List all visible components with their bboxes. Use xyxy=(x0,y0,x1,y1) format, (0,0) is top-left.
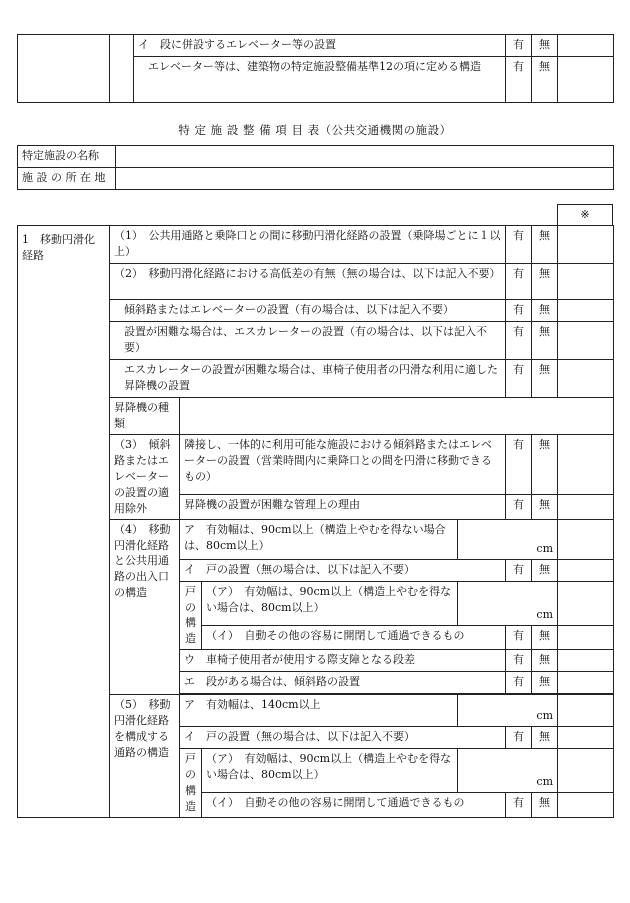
no-option[interactable]: 無 xyxy=(532,494,558,519)
mark-cell[interactable] xyxy=(558,494,614,519)
item-5-door-width: （ア） 有効幅は、90cm以上（構造上やむを得ない場合は、80cm以上） xyxy=(202,749,458,793)
yes-option[interactable]: 有 xyxy=(506,322,532,360)
item-5-door: イ 戸の設置（無の場合は、以下は記入不要） xyxy=(180,727,506,749)
yes-option[interactable]: 有 xyxy=(506,264,532,300)
mark-header: ※ xyxy=(558,205,613,226)
no-option[interactable]: 無 xyxy=(532,57,558,103)
yes-option[interactable]: 有 xyxy=(506,727,532,749)
yes-option[interactable]: 有 xyxy=(506,559,532,581)
mark-header-table xyxy=(557,204,613,226)
no-option[interactable]: 無 xyxy=(532,264,558,300)
mark-cell[interactable] xyxy=(558,792,614,817)
mark-cell[interactable] xyxy=(558,727,614,749)
mark-cell[interactable] xyxy=(558,519,614,559)
width-cm-field[interactable]: cm xyxy=(458,519,558,559)
yes-option[interactable]: 有 xyxy=(506,650,532,672)
yes-option[interactable]: 有 xyxy=(506,792,532,817)
no-option[interactable]: 無 xyxy=(532,300,558,322)
lift-type-field[interactable] xyxy=(180,398,614,435)
lift-type-label: 昇降機の種類 xyxy=(110,398,180,435)
no-option[interactable]: 無 xyxy=(532,322,558,360)
no-option[interactable]: 無 xyxy=(532,35,558,57)
mark-cell[interactable] xyxy=(558,57,614,103)
yes-option[interactable]: 有 xyxy=(506,226,532,264)
yes-option[interactable]: 有 xyxy=(506,57,532,103)
item-4-door: イ 戸の設置（無の場合は、以下は記入不要） xyxy=(180,559,506,581)
section3-label: （3） 傾斜路またはエレベーターの設置の適用除外 xyxy=(110,434,180,519)
item-escalator: 設置が困難な場合は、エスカレーターの設置（有の場合は、以下は記入不要） xyxy=(110,322,506,360)
passage-width-cm-field[interactable]: cm xyxy=(458,695,558,727)
yes-option[interactable]: 有 xyxy=(506,625,532,649)
door-structure-label: 戸の構造 xyxy=(180,581,202,650)
mark-cell[interactable] xyxy=(558,322,614,360)
no-option[interactable]: 無 xyxy=(532,226,558,264)
mark-cell[interactable] xyxy=(558,300,614,322)
no-option[interactable]: 無 xyxy=(532,650,558,672)
yes-option[interactable]: 有 xyxy=(506,35,532,57)
door-structure-label: 戸の構造 xyxy=(180,749,202,818)
mark-cell[interactable] xyxy=(558,672,614,694)
mark-cell[interactable] xyxy=(558,625,614,649)
item-4-ramp: エ 段がある場合は、傾斜路の設置 xyxy=(180,672,506,694)
no-option[interactable]: 無 xyxy=(532,360,558,398)
mark-cell[interactable] xyxy=(558,559,614,581)
item-5-width: ア 有効幅は、140cm以上 xyxy=(180,695,458,727)
page-title: 特 定 施 設 整 備 項 目 表（公共交通機関の施設） xyxy=(178,123,452,137)
facility-location-field[interactable] xyxy=(116,168,614,190)
door-width-cm-field[interactable]: cm xyxy=(458,749,558,793)
item-4-width: ア 有効幅は、90cm以上（構造上やむを得ない場合は、80cm以上） xyxy=(180,519,458,559)
elevator-annex-label: イ 段に併設するエレベーター等の設置 xyxy=(134,35,506,57)
yes-option[interactable]: 有 xyxy=(506,494,532,519)
item-4-step: ウ 車椅子使用者が使用する際支障となる段差 xyxy=(180,650,506,672)
item-5-door-auto: （イ） 自動その他の容易に開閉して通過できるもの xyxy=(202,792,506,817)
door-width-cm-field[interactable]: cm xyxy=(458,581,558,625)
yes-option[interactable]: 有 xyxy=(506,360,532,398)
mark-cell[interactable] xyxy=(558,581,614,625)
mark-cell[interactable] xyxy=(558,360,614,398)
facility-location-label: 施 設 の 所 在 地 xyxy=(18,168,116,190)
item-4-door-width: （ア） 有効幅は、90cm以上（構造上やむを得ない場合は、80cm以上） xyxy=(202,581,458,625)
no-option[interactable]: 無 xyxy=(532,559,558,581)
item-3-reason: 昇降機の設置が困難な管理上の理由 xyxy=(180,494,506,519)
facility-info-table xyxy=(17,145,614,190)
facility-name-field[interactable] xyxy=(116,146,614,168)
no-option[interactable]: 無 xyxy=(532,434,558,494)
yes-option[interactable]: 有 xyxy=(506,672,532,694)
no-option[interactable]: 無 xyxy=(532,792,558,817)
item-1-1: （1） 公共用通路と乗降口との間に移動円滑化経路の設置（乗降場ごとに１以上） xyxy=(110,226,506,264)
mark-cell[interactable] xyxy=(558,264,614,300)
mark-cell[interactable] xyxy=(558,695,614,727)
no-option[interactable]: 無 xyxy=(532,672,558,694)
section5-label: （5） 移動円滑化経路を構成する通路の構造 xyxy=(110,695,180,818)
item-1-2: （2） 移動円滑化経路における高低差の有無（無の場合は、以下は記入不要） xyxy=(110,264,506,300)
item-4-door-auto: （イ） 自動その他の容易に開閉して通過できるもの xyxy=(202,625,506,649)
mark-cell[interactable] xyxy=(558,749,614,793)
mark-cell[interactable] xyxy=(558,434,614,494)
continuation-category-cell xyxy=(18,35,110,103)
elevator-structure-label: エレベーター等は、建築物の特定施設整備基準12の項に定める構造 xyxy=(134,57,506,103)
section4-label: （4） 移動円滑化経路と公共用通路の出入口の構造 xyxy=(110,519,180,695)
item-lift: エスカレーターの設置が困難な場合は、車椅子使用者の円滑な利用に適した昇降機の設置 xyxy=(110,360,506,398)
yes-option[interactable]: 有 xyxy=(506,434,532,494)
facility-name-label: 特定施設の名称 xyxy=(18,146,116,168)
item-3-adjacent: 隣接し、一体的に利用可能な施設における傾斜路またはエレベーターの設置（営業時間内に乗降口との間を円滑に移動できるもの） xyxy=(180,434,506,494)
mark-cell[interactable] xyxy=(558,226,614,264)
yes-option[interactable]: 有 xyxy=(506,300,532,322)
items-table xyxy=(17,225,614,818)
no-option[interactable]: 無 xyxy=(532,625,558,649)
no-option[interactable]: 無 xyxy=(532,727,558,749)
continuation-table xyxy=(17,34,614,103)
mark-cell[interactable] xyxy=(558,35,614,57)
section1-label: 1 移動円滑化経路 xyxy=(18,226,110,818)
continuation-sub-cell xyxy=(110,35,134,103)
mark-cell[interactable] xyxy=(558,650,614,672)
item-ramp-elevator: 傾斜路またはエレベーターの設置（有の場合は、以下は記入不要） xyxy=(110,300,506,322)
